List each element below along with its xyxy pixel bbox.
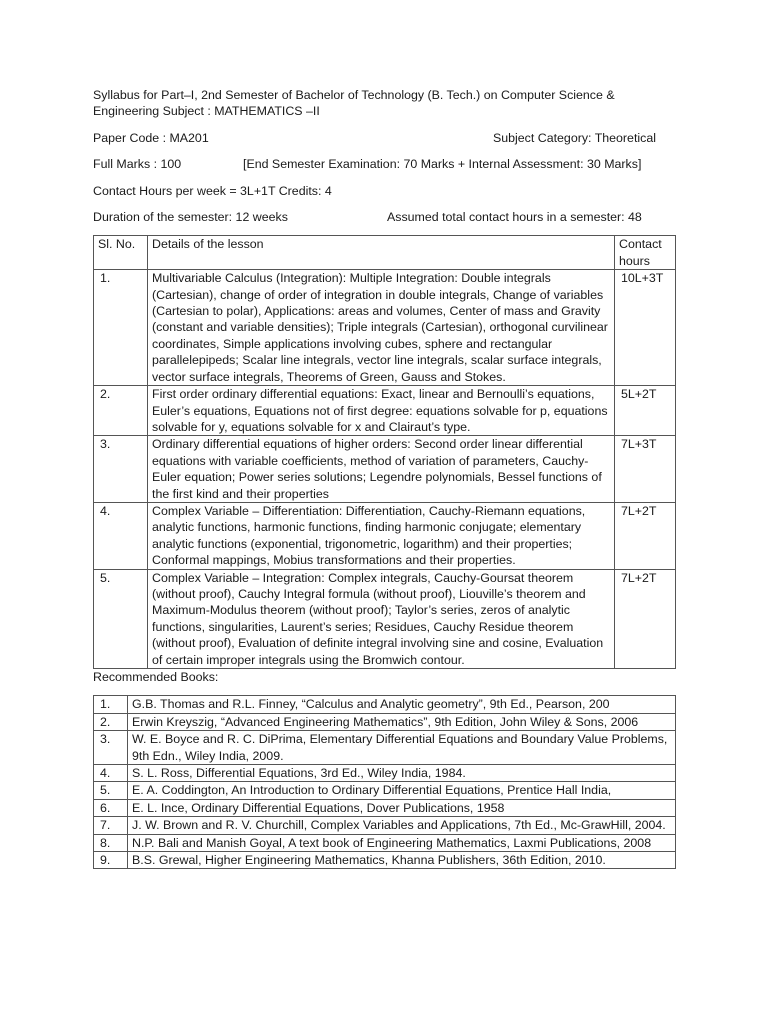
total-contact-hours: Assumed total contact hours in a semester: 48: [387, 210, 642, 225]
table-row: [94, 386, 676, 436]
table-row: [94, 731, 676, 765]
book-text: Erwin Kreyszig, “Advanced Engineering Mathematics”, 9th Edition, John Wiley & Sons, 2006: [128, 713, 676, 730]
lesson-hours: 7L+2T: [615, 569, 676, 668]
table-row: [94, 782, 676, 799]
table-row: [94, 270, 676, 386]
contact-hours: Contact Hours per week = 3L+1T Credits: 4: [93, 183, 332, 198]
table-row: [94, 696, 676, 713]
lesson-sl: 1.: [94, 270, 148, 386]
table-row: [94, 765, 676, 782]
lesson-hours: 10L+3T: [615, 270, 676, 386]
book-sl: 6.: [94, 799, 128, 816]
book-sl: 3.: [94, 731, 128, 765]
lesson-sl: 4.: [94, 502, 148, 569]
book-text: J. W. Brown and R. V. Churchill, Complex Variables and Applications, 7th Ed., Mc-GrawHill, 2004.: [128, 817, 676, 834]
books-table: [93, 695, 676, 869]
book-text: N.P. Bali and Manish Goyal, A text book of Engineering Mathematics, Laxmi Publications, 2008: [128, 834, 676, 851]
lesson-details: Complex Variable – Differentiation: Differentiation, Cauchy-Riemann equations, analytic functions, harmonic functions, finding harmonic conjugate; elementary analytic functions (exponential, trigonometric, logarithm) and their properties; Conformal mappings, Mobius transformations and their properties.: [148, 502, 615, 569]
table-row: [94, 852, 676, 869]
table-row: [94, 502, 676, 569]
book-sl: 8.: [94, 834, 128, 851]
lesson-details: First order ordinary differential equations: Exact, linear and Bernoulli’s equations, Euler’s equations, Equations not of first degree: equations solvable for p, equations solvable for y, equations solvable for x and Clairaut’s type.: [148, 386, 615, 436]
lesson-details: Multivariable Calculus (Integration): Multiple Integration: Double integrals (Cartesian), change of order of integration in double integrals, Change of variables (Cartesian to polar), Applications: areas and volumes, Center of mass and Gravity (constant and variable densities); Triple integrals (Cartesian), orthogonal curvilinear coordinates, Simple applications involving cubes, sphere and rectangular parallelepipeds; Scalar line integrals, vector line integrals, scalar surface integrals, vector surface integrals, Theorems of Green, Gauss and Stokes.: [148, 270, 615, 386]
syllabus-page: [93, 87, 676, 869]
book-sl: 4.: [94, 765, 128, 782]
table-row: [94, 799, 676, 816]
lesson-sl: 2.: [94, 386, 148, 436]
paper-info-row: [93, 130, 676, 146]
book-sl: 5.: [94, 782, 128, 799]
full-marks: Full Marks : 100: [93, 157, 182, 172]
lesson-details: Ordinary differential equations of higher orders: Second order linear differential equations with variable coefficients, method of variation of parameters, Cauchy-Euler equation; Power series solutions; Legendre polynomials, Bessel functions of the first kind and their properties: [148, 436, 615, 503]
lesson-hours: 7L+3T: [615, 436, 676, 503]
lessons-header-row: [94, 236, 676, 270]
table-row: [94, 713, 676, 730]
book-sl: 7.: [94, 817, 128, 834]
table-row: [94, 436, 676, 503]
book-sl: 2.: [94, 713, 128, 730]
duration: Duration of the semester: 12 weeks: [93, 210, 288, 225]
marks-breakdown: [End Semester Examination: 70 Marks + Internal Assessment: 30 Marks]: [243, 157, 642, 172]
lesson-sl: 5.: [94, 569, 148, 668]
table-row: [94, 817, 676, 834]
header-sl-no: Sl. No.: [94, 236, 148, 270]
book-sl: 9.: [94, 852, 128, 869]
book-text: E. L. Ince, Ordinary Differential Equations, Dover Publications, 1958: [128, 799, 676, 816]
syllabus-title: Syllabus for Part–I, 2nd Semester of Bachelor of Technology (B. Tech.) on Computer Science & Engineering Subject : MATHEMATICS –II: [93, 88, 615, 119]
lesson-hours: 5L+2T: [615, 386, 676, 436]
table-row: [94, 834, 676, 851]
book-text: B.S. Grewal, Higher Engineering Mathematics, Khanna Publishers, 36th Edition, 2010.: [128, 852, 676, 869]
lesson-details: Complex Variable – Integration: Complex integrals, Cauchy-Goursat theorem (without proof), Cauchy Integral formula (without proof), Liouville’s theorem and Maximum-Modulus theorem (without proof); Taylor’s series, zeros of analytic functions, singularities, Laurent’s series; Residues, Cauchy Residue theorem (without proof), Evaluation of definite integral involving sine and cosine, Evaluation of certain improper integrals using the Bromwich contour.: [148, 569, 615, 668]
book-sl: 1.: [94, 696, 128, 713]
recommended-books-title: Recommended Books:: [93, 670, 219, 684]
lesson-sl: 3.: [94, 436, 148, 503]
lesson-hours: 7L+2T: [615, 502, 676, 569]
subject-category: Subject Category: Theoretical: [492, 130, 656, 145]
paper-code: Paper Code : MA201: [93, 130, 209, 145]
header-contact-hours: Contact hours: [615, 236, 676, 270]
marks-row: [93, 156, 676, 172]
lessons-table: [93, 235, 676, 669]
book-text: E. A. Coddington, An Introduction to Ordinary Differential Equations, Prentice Hall India,: [128, 782, 676, 799]
header-details: Details of the lesson: [148, 236, 615, 270]
book-text: G.B. Thomas and R.L. Finney, “Calculus and Analytic geometry”, 9th Ed., Pearson, 200: [128, 696, 676, 713]
book-text: W. E. Boyce and R. C. DiPrima, Elementary Differential Equations and Boundary Value Problems, 9th Edn., Wiley India, 2009.: [128, 731, 676, 765]
duration-row: [93, 209, 676, 225]
table-row: [94, 569, 676, 668]
book-text: S. L. Ross, Differential Equations, 3rd Ed., Wiley India, 1984.: [128, 765, 676, 782]
